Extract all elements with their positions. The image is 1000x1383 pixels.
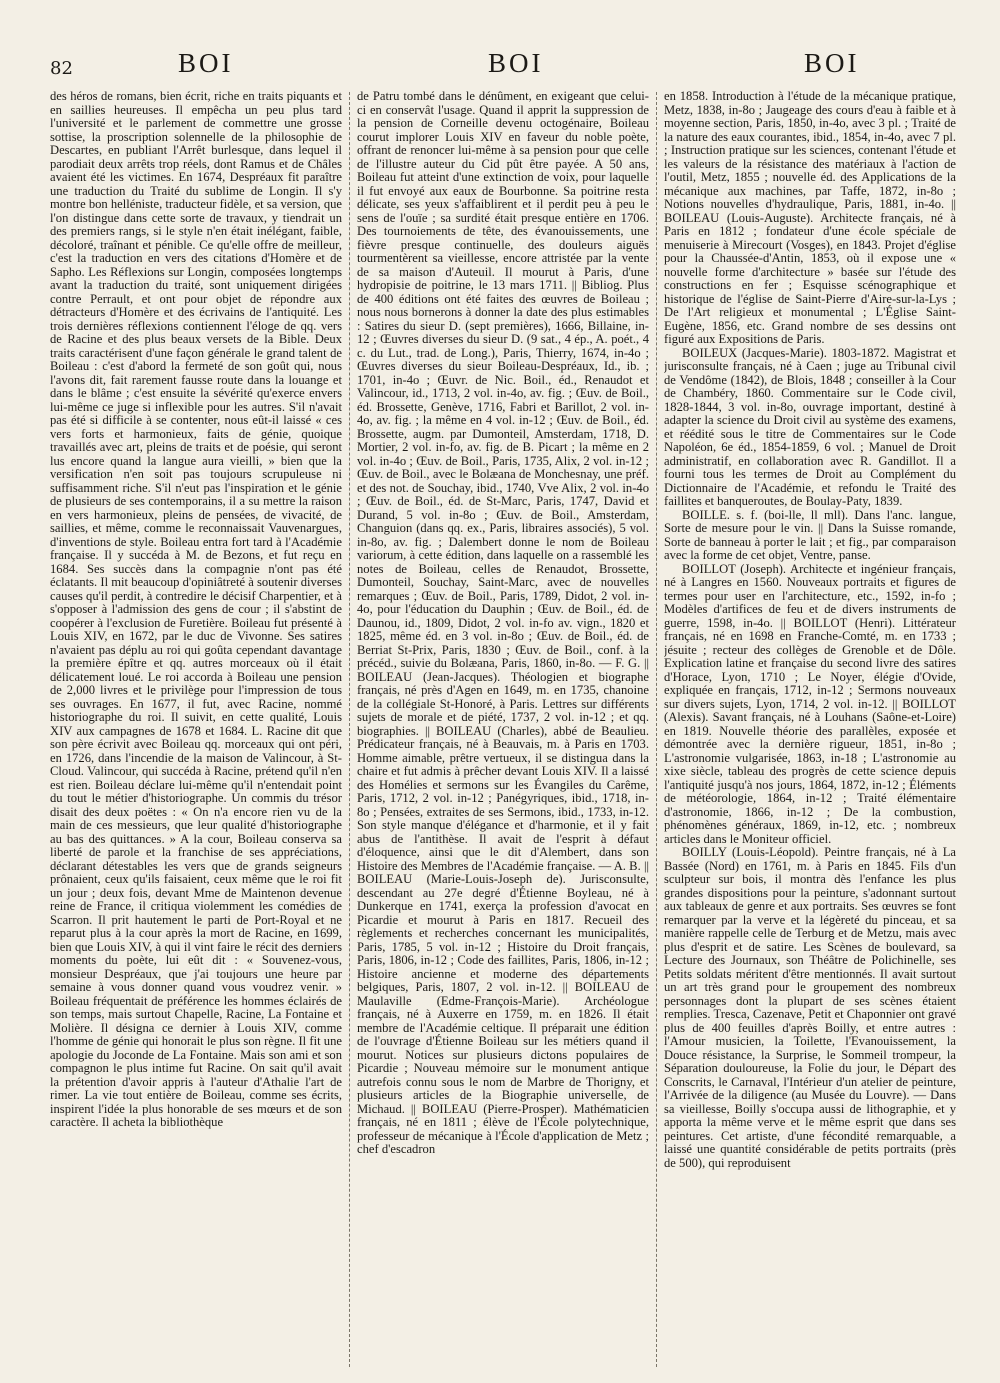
entry-boille: BOILLE. s. f. (boi-lle, ll mll). Dans l'anc. langue, Sorte de mesure pour le vin. || Dans la Suisse romande, Sorte de banneau à porter le lait ; et fig., par comparaison avec la forme de cet objet, Ventre, panse. xyxy=(664,507,956,562)
page-header xyxy=(0,48,1000,88)
running-head-left: BOI xyxy=(178,48,234,78)
text-column-left xyxy=(50,90,342,1370)
page-number: 82 xyxy=(50,58,73,79)
entry-boilly: BOILLY (Louis-Léopold). Peintre français, né à La Bassée (Nord) en 1761, m. à Paris en 1845. Fils d'un sculpteur sur bois, il montra dès l'enfance les plus grandes dispositions pour la peinture, s'adonnant surtout aux tableaux de genre et aux portraits. Ses œuvres se font remarquer par la verve et la légèreté du pinceau, et sa manière rappelle celle de Terburg et de Metzu, mais avec plus d'esprit et de satire. Les Scènes de boulevard, sa Lecture des Journaux, son Théâtre de Polichinelle, ses Petits soldats méritent d'être mentionnés. Il avait surtout un art très grand pour le groupement des nombreux personnages dont la plupart de ses scènes étaient remplies. Tresca, Cazenave, Petit et Chaponnier ont gravé plus de 400 feuilles d'après Boilly, et entre autres : l'Amour musicien, la Toilette, l'Evanouissement, la Douce résistance, la Surprise, le Sommeil trompeur, la Séparation douloureuse, la Folie du jour, le Départ des Conscrits, le Carnaval, l'Intérieur d'un atelier de peinture, l'Arrivée de la diligence (au Musée du Louvre). — Dans sa vieillesse, Boilly s'occupa aussi de lithographie, et y apporta la même verve et le même esprit que dans ses peintures. Cet artiste, d'une fécondité remarquable, a laissé une quantité considérable de petits portraits (près de 500), qui reproduisent xyxy=(664,845,956,1170)
text-column-right xyxy=(664,90,956,1370)
entry-boillot: BOILLOT (Joseph). Architecte et ingénieur français, né à Langres en 1560. Nouveaux portraits et figures de termes pour user en l'architecture, etc., 1592, in-fo ; Modèles d'artifices de feu et de divers instruments de guerre, 1598, in-4o. || BOILLOT (Henri). Littérateur français, né en 1698 en Franche-Comté, m. en 1733 ; jésuite ; recteur des collèges de Grenoble et de Dôle. Explication latine et française du second livre des satires d'Horace, Lyon, 1710 ; Le Noyer, élégie d'Ovide, expliquée en français, 1712, in-12 ; Sermons nouveaux sur divers sujets, Lyon, 1714, 2 vol. in-12. || BOILLOT (Alexis). Savant français, né à Louhans (Saône-et-Loire) en 1819. Nouvelle théorie des parallèles, exposée et démontrée avec la dernière rigueur, 1851, in-8o ; L'astronomie vulgarisée, 1863, in-18 ; L'astronomie au xixe siècle, tableau des progrès de cette science depuis l'antiquité jusqu'à nos jours, 1864, 1872, in-12 ; Éléments de météorologie, 1864, in-12 ; Traité élémentaire d'astronomie, 1866, in-12 ; De la combustion, phénomènes généraux, 1869, in-12, etc. ; nombreux articles dans le Moniteur officiel. xyxy=(664,561,956,846)
entry-boileux: BOILEUX (Jacques-Marie). 1803-1872. Magistrat et jurisconsulte français, né à Caen ; juge au Tribunal civil de Vendôme (1842), de Blois, 1848 ; conseiller à la Cour de Chambéry, 1860. Commentaire sur le Code civil, 1828-1844, 3 vol. in-8o, ouvrage important, destiné à adapter la science du Droit civil au système des examens, et réédité sous le titre de Commentaires sur le Code Napoléon, 6e éd., 1854-1859, 6 vol. ; Manuel de Droit administratif, en collaboration avec R. Gandillot. Il a fourni tous les termes de Droit au Complément du Dictionnaire de l'Académie, et refondu le Traité des faillites et banqueroutes, de Boulay-Paty, 1839. xyxy=(664,345,956,508)
running-head-right: BOI xyxy=(804,48,860,78)
text-column-center xyxy=(357,90,649,1370)
paragraph: en 1858. Introduction à l'étude de la mécanique pratique, Metz, 1838, in-8o ; Jaugeage des cours d'eau à faible et à moyenne section, Paris, 1850, in-4o, avec 3 pl. ; Traité de la nature des eaux courantes, ibid., 1854, in-4o, avec 7 pl. ; Instruction pratique sur les sciences, contenant l'étude et les valeurs de la résistance des matériaux à l'action de l'outil, Metz, 1855 ; nouvelle éd. des Applications de la mécanique aux machines, par Taffe, 1872, in-8o ; Notions nouvelles d'hydraulique, Paris, 1881, in-4o. || BOILEAU (Louis-Auguste). Architecte français, né à Paris en 1812 ; fondateur d'une école spéciale de menuiserie à Mirecourt (Vosges), en 1843. Projet d'église pour la Chaussée-d'Antin, 1853, où il expose une « nouvelle forme d'architecture » basée sur l'étude des constructions en fer ; Esquisse scénographique et historique de l'église de Saint-Pierre d'Aire-sur-la-Lys ; De l'Art religieux et monumental ; L'Église Saint-Eugène, 1856, etc. Grand nombre de ses dessins ont figuré aux Expositions de Paris. xyxy=(664,90,956,346)
paragraph: de Patru tombé dans le dénûment, en exigeant que celui-ci en conservât l'usage. Quand il apprit la suppression de la pension de Corneille devenu octogénaire, Boileau courut implorer Louis XIV en faveur du noble poète, offrant de renoncer lui-même à sa pension pour que celle de l'illustre auteur du Cid pût être payée. A 50 ans, Boileau fut atteint d'une extinction de voix, pour laquelle il fut envoyé aux eaux de Bourbonne. Sa poitrine resta délicate, ses yeux s'affaiblirent et il perdit peu à peu le sens de l'ouïe ; sa surdité était presque entière en 1706. Des tournoiements de tête, des évanouissements, une fièvre presque continuelle, des douleurs aiguës tourmentèrent sa vieillesse, encore attristée par la vente de sa maison d'Auteuil. Il mourut à Paris, d'une hydropisie de poitrine, le 13 mars 1711. || Bibliog. Plus de 400 éditions ont été faites des œuvres de Boileau ; nous nous bornerons à donner la date des plus estimables : Satires du sieur D. (sept premières), 1666, Billaine, in-12 ; Œuvres diverses du sieur D. (9 sat., 4 ép., A. poét., 4 c. du Lut., trad. de Long.), Paris, Thierry, 1674, in-4o ; Œuvres diverses du sieur Boileau-Despréaux, Id., ib. ; 1701, in-4o ; Œuvr. de Nic. Boil., éd., Renaudot et Valincour, id., 1713, 2 vol. in-4o, av. fig. ; Œuv. de Boil., éd. Brossette, Genève, 1716, Fabri et Barillot, 2 vol. in-4o, av. fig. ; la même en 4 vol. in-12 ; Œuv. de Boil., éd. Brossette, augm. par Dumonteil, Amsterdam, 1718, D. Mortier, 2 vol. in-fo, av. fig. de B. Picart ; la même en 2 vol. in-4o ; Œuv. de Boil., Paris, 1735, Alix, 2 vol. in-12 ; Œuv. de Boil., avec le Bolæana de Monchesnay, une préf. et des not. de Souchay, ibid., 1740, Vve Alix, 2 vol. in-4o ; Œuv. de Boil., éd. de St-Marc, Paris, 1747, David et Durand, 5 vol. in-8o ; Œuv. de Boil., Amsterdam, Changuion (dans qq. ex., Paris, libraires associés), 5 vol. in-8o, av. fig. ; Dalembert donne le nom de Boileau variorum, à cette édition, dans laquelle on a rassemblé les notes de Boileau, celles de Renaudot, Brossette, Dumonteil, Souchay, Saint-Marc, avec de nouvelles remarques ; Œuv. de Boil., Paris, 1789, Didot, 2 vol. in-4o, pour l'éducation du Dauphin ; Œuv. de Boil., éd. de Daunou, id., 1809, Didot, 2 vol. in-fo av. vign., 1820 et 1825, même éd. en 3 vol. in-8o ; Œuv. de Boil., éd. de Berriat St-Prix, Paris, 1830 ; Œuv. de Boil., conf. à la précéd., suivie du Bolæana, Paris, 1860, in-8o. — F. G. || BOILEAU (Jean-Jacques). Théologien et biographe français, né près d'Agen en 1649, m. en 1735, chanoine de la collégiale St-Honoré, à Paris. Lettres sur différents sujets de morale et de piété, 1737, 2 vol. in-12 ; et qq. biographies. || BOILEAU (Charles), abbé de Beaulieu. Prédicateur français, né à Beauvais, m. à Paris en 1703. Homme aimable, prêtre vertueux, il se distingua dans la chaire et fut admis à prêcher devant Louis XIV. Il a laissé des Homélies et sermons sur les Évangiles du Carême, Paris, 1712, 2 vol. in-12 ; Panégyriques, ibid., 1718, in-8o ; Pensées, extraites de ses Sermons, ibid., 1733, in-12. Son style manque d'élégance et d'harmonie, et il y fait abus de l'antithèse. Il avait de l'esprit à défaut d'éloquence, ainsi que le dit d'Alembert, dans son Histoire des Membres de l'Académie française. — A. B. || BOILEAU (Marie-Louis-Joseph de). Jurisconsulte, descendant au 27e degré d'Étienne Boyleau, né à Dunkerque en 1741, exerça la profession d'avocat en Picardie et mourut à Paris en 1817. Recueil des règlements et recherches concernant les municipalités, Paris, 1785, 5 vol. in-12 ; Histoire du Droit français, Paris, 1806, in-12 ; Code des faillites, Paris, 1806, in-12 ; Histoire ancienne et moderne des départements belgiques, Paris, 1807, 2 vol. in-12. || BOILEAU de Maulaville (Edme-François-Marie). Archéologue français, né à Auxerre en 1759, m. en 1826. Il était membre de l'Académie celtique. Il préparait une édition de l'ouvrage d'Étienne Boileau sur les métiers quand il mourut. Notices sur plusieurs dictons populaires de Picardie ; Nouveau mémoire sur le monument antique autrefois connu sous le nom de Marbre de Thorigny, et plusieurs articles de la Biographie universelle, de Michaud. || BOILEAU (Pierre-Prosper). Mathématicien français, né en 1811 ; élève de l'École polytechnique, professeur de mécanique à l'École d'application de Metz ; chef d'escadron xyxy=(357,90,649,1156)
column-divider xyxy=(656,92,657,1367)
paragraph: des héros de romans, bien écrit, riche en traits piquants et en saillies heureuses. Il empêcha un peu plus tard l'université et le parlement de commettre une grosse sottise, la proscription solennelle de la philosophie de Descartes, en publiant l'Arrêt burlesque, dans lequel il parodiait deux arrêts trop réels, dont Ramus et de Châles avaient été les victimes. En 1674, Despréaux fit paraître une traduction du Traité du sublime de Longin. Il s'y montre bon helléniste, traducteur fidèle, et sa version, que l'on distingue dans cette sorte de travaux, y tiendrait un des premiers rangs, si le style n'en était inélégant, faible, décoloré, traînant et pénible. Ce qu'elle offre de meilleur, c'est la traduction en vers des citations d'Homère et de Sapho. Les Réflexions sur Longin, composées longtemps avant la traduction du traité, sont uniquement dirigées contre Perrault, et ont pour objet de répondre aux détracteurs d'Homère et des écrivains de l'antiquité. Les trois dernières réflexions contiennent l'éloge de qq. vers de Racine et des plus beaux versets de la Bible. Deux traits caractérisent d'une façon générale le grand talent de Boileau : c'est d'abord la fermeté de son goût qui, nous l'avons dit, fait rarement fausse route dans la louange et dans le blâme ; c'est ensuite la sévérité qu'exerce envers lui-même ce juge si inflexible pour les autres. S'il n'avait pas été si difficile à se contenter, nous eût-il laissé « ces vers forts et harmonieux, faits de génie, quoique travaillés avec art, pleins de traits et de poésie, qui seront lus encore quand la langue aura vieilli, » bien que la versification n'en soit pas toujours scrupuleuse ni suffisamment riche. S'il n'eut pas l'inspiration et le génie de plusieurs de ses contemporains, il a su mettre la raison en vers harmonieux, pleins de pensées, de vivacité, de saillies, et même, comme le reconnaissait Vauvenargues, d'inventions de style. Boileau entra fort tard à l'Académie française. Il y succéda à M. de Bezons, et fut reçu en 1684. Ses succès dans la compagnie n'ont pas été éclatants. Il mit beaucoup d'opiniâtreté à soutenir diverses causes qu'il perdit, à contredire le décisif Charpentier, et à s'opposer à l'admission des gens de cour ; il s'abstint de coopérer à l'exclusion de Furetière. Boileau fut présenté à Louis XIV, en 1672, par le duc de Vivonne. Ses satires n'avaient pas déplu au roi qui goûta cependant davantage la première épître et qq. autres morceaux où il était délicatement loué. Le roi accorda à Boileau une pension de 2,000 livres et le privilège pour l'impression de tous ses ouvrages. En 1677, il fut, avec Racine, nommé historiographe du roi. Il suivit, en cette qualité, Louis XIV aux campagnes de 1678 et 1684. L. Racine dit que son père écrivit avec Boileau qq. morceaux qui ont péri, en 1726, dans l'incendie de la maison de Valincour, à St-Cloud. Valincour, qui succéda à Racine, prétend qu'il n'en est rien. Boileau déclare lui-même qu'il n'entendait point du tout le métier d'historiographe. Un commis du trésor disait des deux poëtes : « On n'a encore rien vu de la main de ces messieurs, que leur qualité d'historiographe au bas des quittances. » A la cour, Boileau conserva sa liberté de parole et la franchise de ses appréciations, déclarant détestables les vers que de grands seigneurs prônaient, ceux qu'ils faisaient, ceux même que le roi fit un jour ; deux fois, devant Mme de Maintenon devenue reine de France, il critiqua violemment les comédies de Scarron. Il prit hautement le parti de Port-Royal et ne reparut plus à la cour après la mort de Racine, en 1699, bien que Louis XIV, à qui il vint faire le récit des derniers moments du poète, lui eût dit : « Souvenez-vous, monsieur Despréaux, que j'ai toujours une heure par semaine à vous donner quand vous voudrez venir. » Boileau fréquentait de préférence les hommes éclairés de son temps, mais surtout Chapelle, Racine, La Fontaine et Molière. Il désigna ce dernier à Louis XIV, comme l'homme de génie qui honorait le plus son règne. Il fit une apologie du Joconde de La Fontaine. Mais son ami et son compagnon le plus intime fut Racine. On sait qu'il avait la prétention d'avoir appris à l'auteur d'Athalie l'art de rimer. La vie tout entière de Boileau, comme ses écrits, inspirent l'idée la plus honorable de ses mœurs et de son caractère. Il acheta la bibliothèque xyxy=(50,90,342,1129)
running-head-center: BOI xyxy=(488,48,544,78)
column-divider xyxy=(349,92,350,1367)
